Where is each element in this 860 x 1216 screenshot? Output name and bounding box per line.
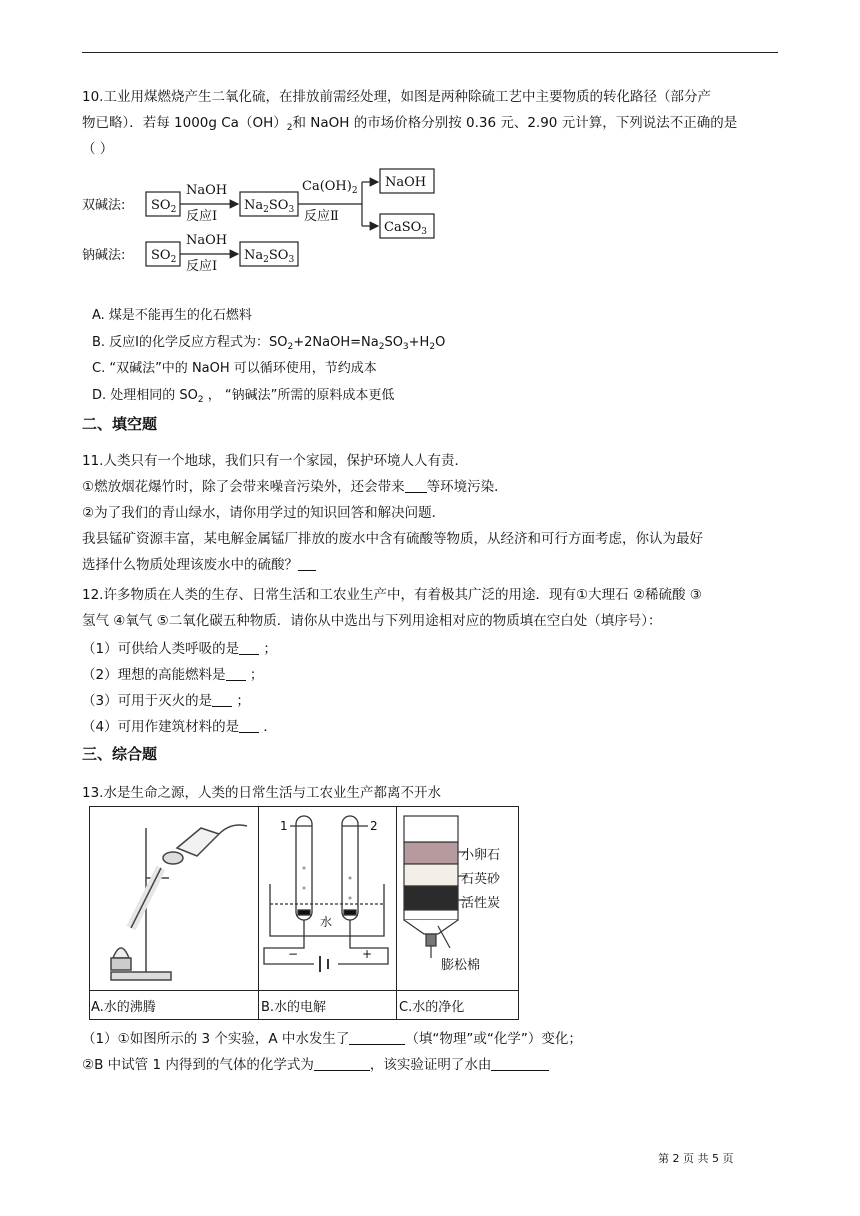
layer-cotton-label: 膨松棉 (441, 958, 481, 973)
q11-blank-2[interactable] (298, 556, 316, 571)
sodium-alkali-label: 钠碱法: (82, 248, 126, 263)
q12-item-1: （1）可供给人类呼吸的是 ； (82, 641, 277, 657)
q11-line4: 我县锰矿资源丰富，某电解金属锰厂排放的废水中含有硫酸等物质，从经济和可行方面考虑，你认为最好 (82, 531, 703, 547)
section-fill-in-title: 二、填空题 (82, 415, 158, 433)
q11-line2: ①燃放烟花爆竹时，除了会带来噪音污染外，还会带来 等环境污染． (82, 479, 508, 495)
caption-c: C.水的净化 (399, 1000, 465, 1015)
tube-1-label: 1 (280, 819, 288, 833)
q10-line1: 10.工业用煤燃烧产生二氧化硫，在排放前需经处理，如图是两种除硫工艺中主要物质的转化路径（部分产 (82, 89, 711, 105)
water-label: 水 (320, 915, 333, 929)
caption-b: B.水的电解 (261, 1000, 327, 1015)
q10-line3: （ ） (82, 141, 114, 157)
q13-line1: 13.水是生命之源，人类的日常生活与工农业生产都离不开水 (82, 785, 441, 801)
double-alkali-label: 双碱法: (82, 198, 126, 213)
svg-text:SO2: $SO_2$ (151, 248, 177, 265)
svg-text:Na2SO3: $Na_2SO_3$ (244, 248, 295, 265)
caption-divider (89, 990, 519, 991)
svg-text:反应Ⅱ: 反应Ⅱ (304, 209, 339, 224)
desulfurization-flow-diagram (82, 164, 452, 284)
svg-text:反应Ⅰ: 反应Ⅰ (186, 209, 218, 224)
svg-text:反应Ⅰ: 反应Ⅰ (186, 259, 218, 274)
page-footer: 第 2 页 共 5 页 (658, 1152, 734, 1165)
svg-text:Na2SO3: $Na_2SO_3$ (244, 198, 295, 215)
q13-sub2: ②B 中试管 1 内得到的气体的化学式为 ，该实验证明了水由 (82, 1052, 782, 1078)
q12-blank-3[interactable] (212, 692, 232, 707)
svg-text:NaOH: NaOH (186, 233, 228, 248)
q13-sub1: （1）①如图所示的 3 个实验，A 中水发生了 （填“物理”或“化学”）变化； (82, 1031, 582, 1047)
header-rule (82, 52, 778, 53)
q11-blank-1[interactable] (405, 478, 427, 493)
q12-blank-2[interactable] (226, 666, 246, 681)
q13-blank-2[interactable] (314, 1056, 370, 1071)
q12-line2: 氢气 ④氧气 ⑤二氧化碳五种物质．请你从中选出与下列用途相对应的物质填在空白处（填序号）： (82, 613, 662, 629)
q11-line1: 11.人类只有一个地球，我们只有一个家园，保护环境人人有责． (82, 453, 468, 469)
q12-item-3: （3）可用于灭火的是 ； (82, 693, 250, 709)
q12-line1: 12.许多物质在人类的生存、日常生活和工农业生产中，有着极其广泛的用途．现有①大理石 ②稀硫酸 ③ (82, 587, 702, 603)
layer-activated-carbon-label: 活性炭 (461, 896, 501, 911)
q10-line2: 物已略）．若每 1000g $Ca(OH)_2$和 NaOH 的市场价格分别按 0.36 元、2.90 元计算，下列说法不正确的是 (82, 115, 738, 133)
caption-a: A.水的沸腾 (91, 1000, 156, 1015)
electrolysis-illustration (260, 808, 395, 988)
q11-line5: 选择什么物质处理该废水中的硫酸？ (82, 552, 782, 578)
q10-option-c[interactable]: C. “双碱法”中的 NaOH 可以循环使用，节约成本 (92, 361, 377, 376)
q12-item-4: （4）可用作建筑材料的是 ． (82, 719, 277, 735)
q13-blank-1[interactable] (349, 1030, 405, 1045)
boiling-water-illustration (91, 808, 257, 988)
tube-2-label: 2 (370, 819, 378, 833)
layer-quartz-sand-label: 石英砂 (461, 872, 501, 887)
layer-pebbles-label: 小卵石 (461, 848, 501, 863)
svg-text:CaSO3: CaSO$_3$ (384, 220, 427, 237)
q10-option-a[interactable]: A. 煤是不能再生的化石燃料 (92, 308, 252, 323)
svg-text:NaOH: NaOH (385, 175, 427, 190)
positive-terminal: + (362, 947, 373, 961)
q10-option-d[interactable]: D. 处理相同的 $SO_2$ ， “钠碱法”所需的原料成本更低 (92, 388, 395, 405)
q12-item-2: （2）理想的高能燃料是 ； (82, 667, 264, 683)
q13-blank-3[interactable] (491, 1056, 549, 1071)
q11-line3: ②为了我们的青山绿水，请你用学过的知识回答和解决问题． (82, 505, 446, 521)
svg-text:Ca(OH)2: $Ca(OH)_2$ (302, 179, 358, 196)
svg-text:NaOH: NaOH (186, 183, 228, 198)
q12-blank-1[interactable] (239, 640, 259, 655)
q12-blank-4[interactable] (239, 718, 259, 733)
negative-terminal: − (288, 947, 299, 961)
q10-option-b[interactable]: B. 反应Ⅰ的化学反应方程式为：$SO_2+2NaOH=Na_2SO_3+H_2O$ (92, 335, 446, 352)
svg-text:SO2: $SO_2$ (151, 198, 177, 215)
q13-figure-table (89, 806, 519, 1020)
section-comprehensive-title: 三、综合题 (82, 745, 158, 763)
